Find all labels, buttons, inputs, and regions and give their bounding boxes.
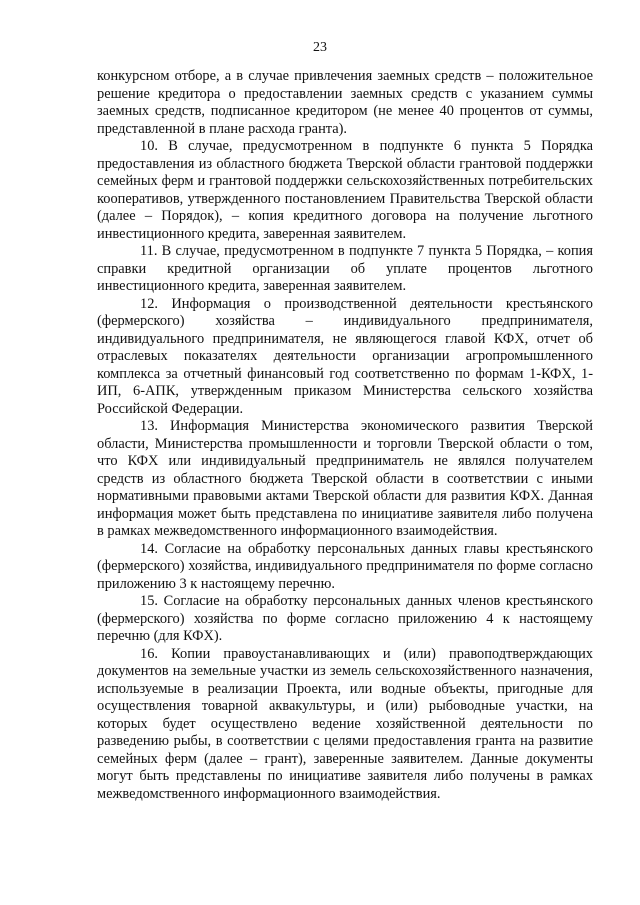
page-number: 23 <box>313 40 327 55</box>
paragraph-13: 13. Информация Министерства экономического развития Тверской области, Министерства промышленности и торговли Тверской области о том, что КФХ или индивидуальный предприниматель не являлся получателем средств из областного бюджета Тверской области в соответствии с иными нормативными правовыми актами Тверской области для развития КФХ. Данная информация может быть представлена по инициативе заявителя либо получена в рамках межведомственного информационного взаимодействия. <box>97 418 593 539</box>
paragraph-16: 16. Копии правоустанавливающих и (или) правоподтверждающих документов на земельные участки из земель сельскохозяйственного назначения, используемые в реализации Проекта, или водные объекты, пригодные для осуществления товарной аквакультуры, и (или) рыбоводные участки, на которых будет осуществлено ведение хозяйственной деятельности по разведению рыбы, в соответствии с целями предоставления гранта на развитие семейных ферм (далее – грант), заверенные заявителем. Данные документы могут быть представлены по инициативе заявителя либо получены в рамках межведомственного информационного взаимодействия. <box>97 645 593 802</box>
paragraph-14: 14. Согласие на обработку персональных данных главы крестьянского (фермерского) хозяйства, индивидуального предпринимателя по форме согласно приложению 3 к настоящему перечню. <box>97 540 593 592</box>
paragraph-10: 10. В случае, предусмотренном в подпункте 6 пункта 5 Порядка предоставления из областного бюджета Тверской области грантовой поддержки семейных ферм и грантовой поддержки сельскохозяйственных потребительских кооперативов, утвержденного постановлением Правительства Тверской области (далее – Порядок), – копия кредитного договора на получение льготного инвестиционного кредита, заверенная заявителем. <box>97 138 593 242</box>
paragraph-15: 15. Согласие на обработку персональных данных членов крестьянского (фермерского) хозяйства по форме согласно приложению 4 к настоящему перечню (для КФХ). <box>97 593 593 644</box>
paragraph-continuation: конкурсном отборе, а в случае привлечения заемных средств – положительное решение кредитора о предоставлении заемных средств с указанием суммы заемных средств, подписанное кредитором (не менее 40 процентов от суммы, представленной в плане расхода гранта). <box>97 68 593 137</box>
document-body <box>97 68 593 803</box>
paragraph-11: 11. В случае, предусмотренном в подпункте 7 пункта 5 Порядка, – копия справки кредитной организации об уплате процентов льготного инвестиционного кредита, заверенная заявителем. <box>97 243 593 294</box>
paragraph-12: 12. Информация о производственной деятельности крестьянского (фермерского) хозяйства – индивидуального предпринимателя, индивидуального предпринимателя, не являющегося главой КФХ, отчет об отраслевых показателях деятельности организации агропромышленного комплекса за отчетный финансовый год соответственно по формам 1-КФХ, 1-ИП, 6-АПК, утвержденным приказом Министерства сельского хозяйства Российской Федерации. <box>97 295 593 417</box>
